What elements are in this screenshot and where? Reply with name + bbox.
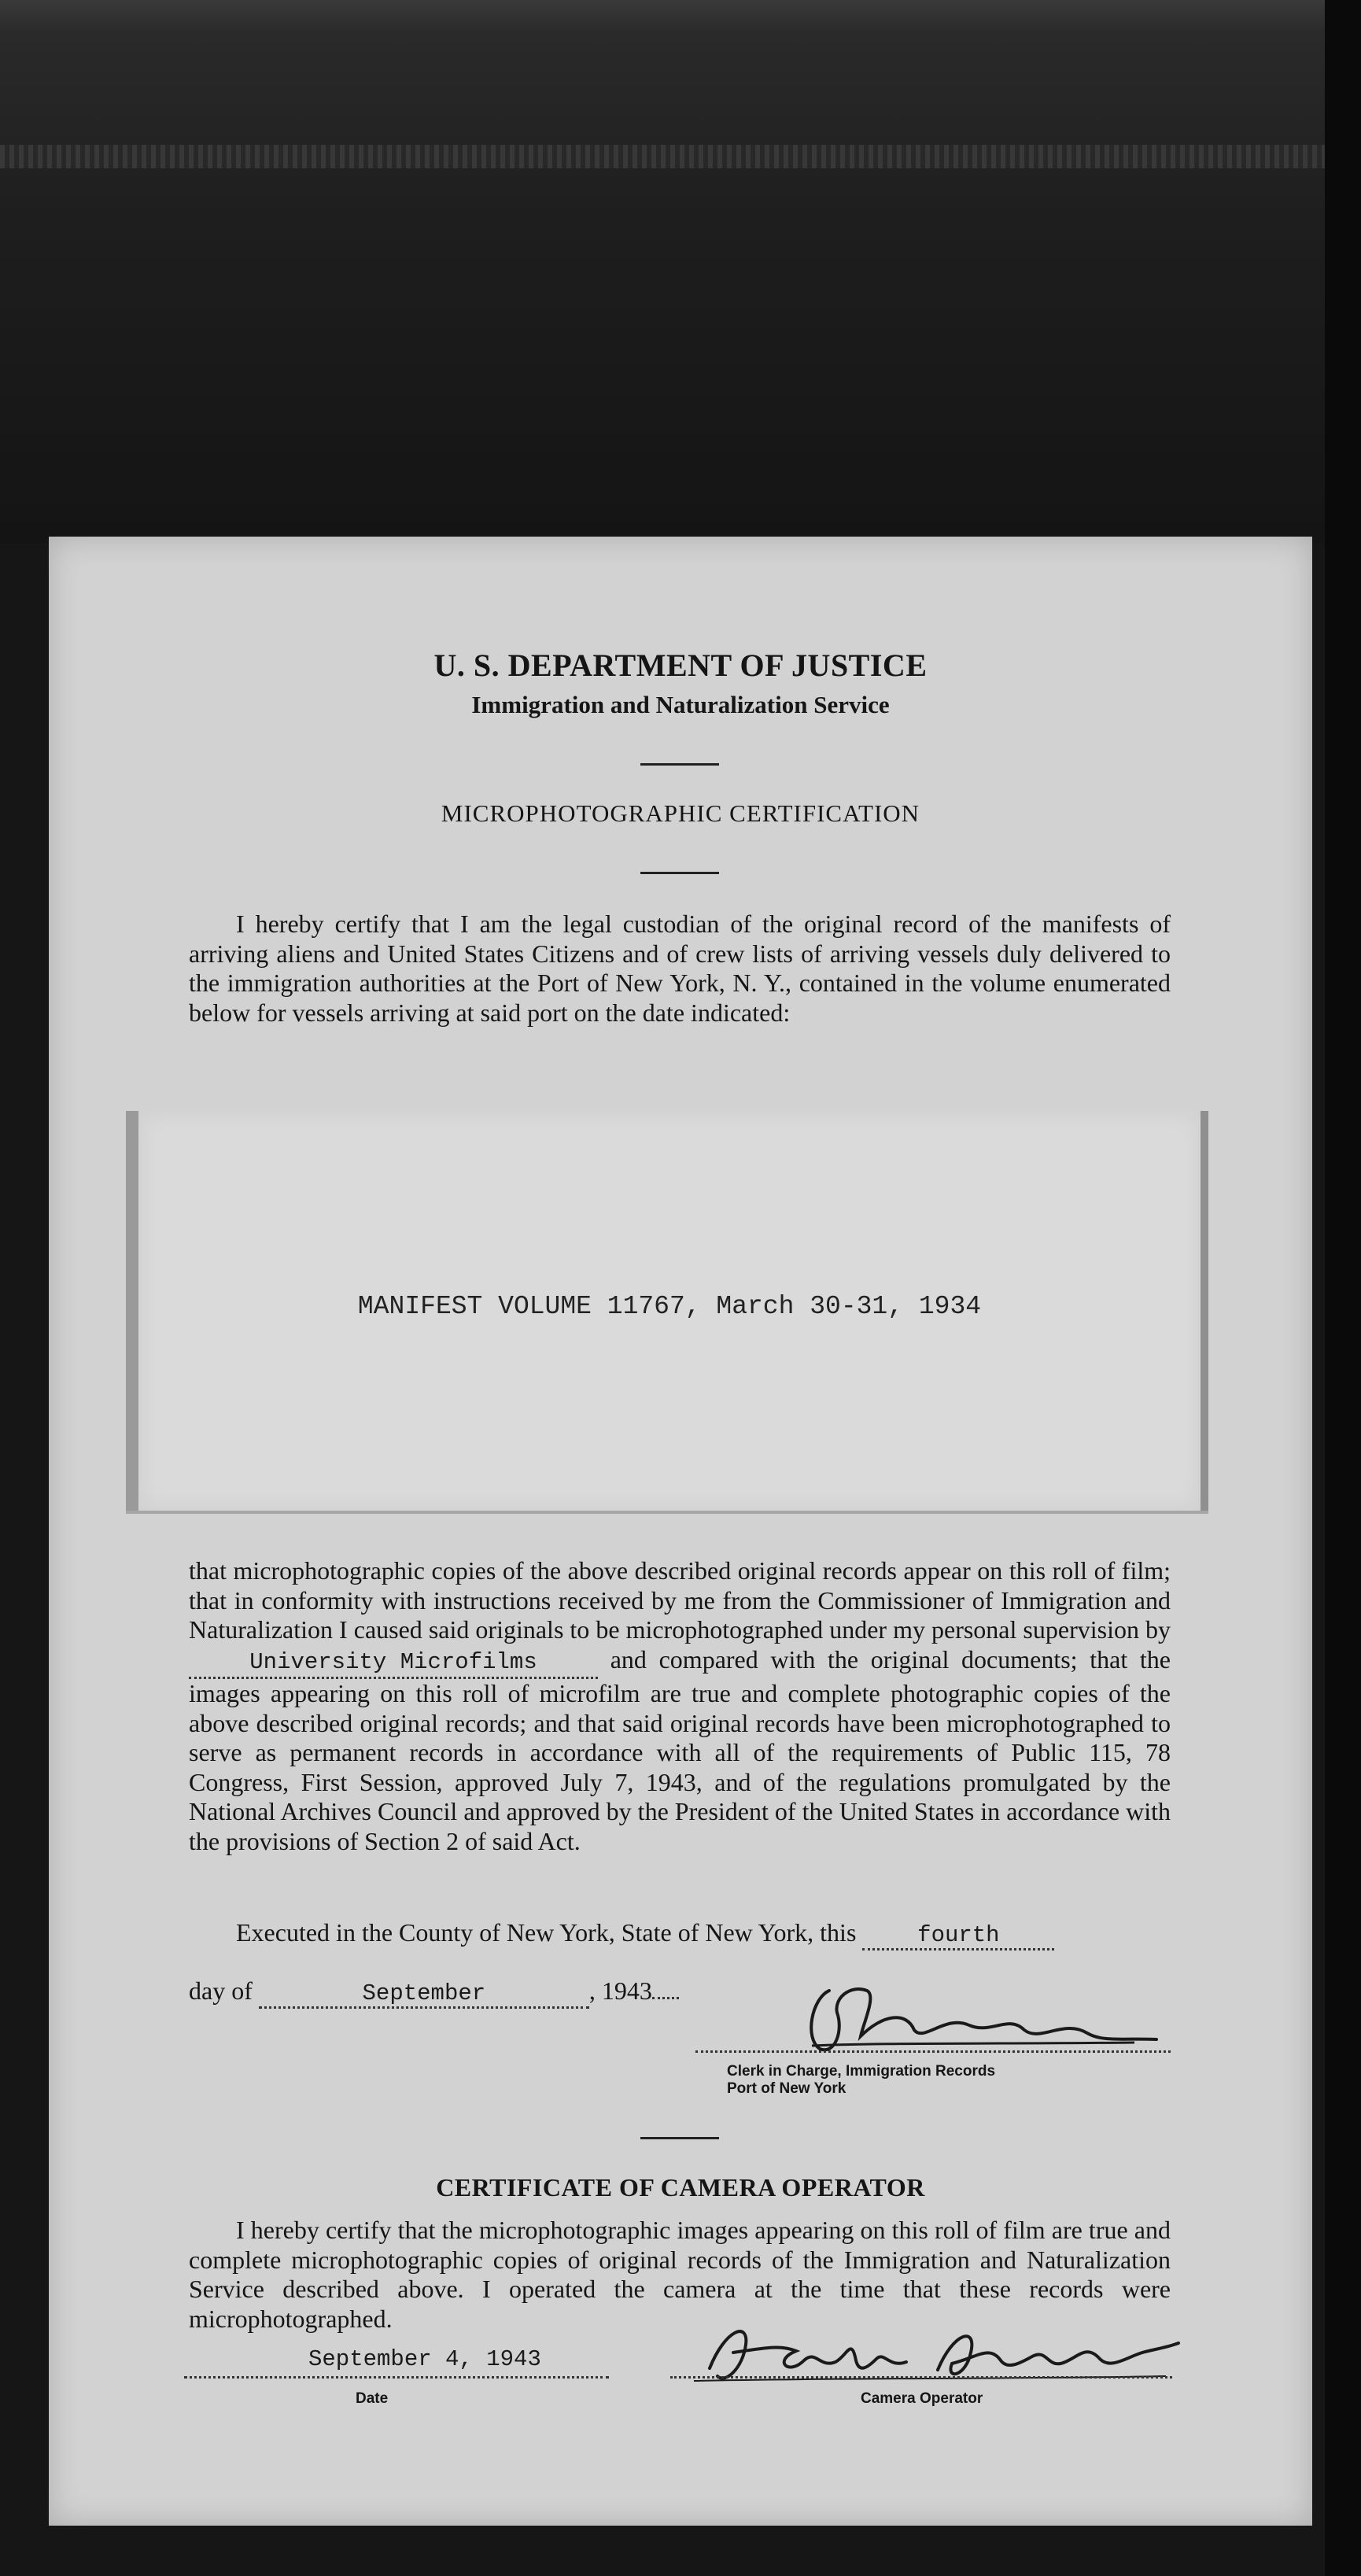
camera-date-caption: Date [356,2390,389,2407]
execution-prefix: Executed in the County of New York, State of New York, this [236,1918,857,1947]
custodian-statement: I hereby certify that I am the legal custodian of the original record of the manifests of arriving aliens and United States Citizens and of crew lists of arriving vessels duly delivered to the immigration authorities at the Port of New York, N. Y., contained in the volume enumerated below for vessels arriving at said port on the date indicated: [189,910,1171,1027]
manifest-clipping [126,1111,1208,1511]
service-subtitle: Immigration and Naturalization Service [471,691,890,718]
certification-heading: MICROPHOTOGRAPHIC CERTIFICATION [441,799,920,827]
film-edge [1325,0,1361,2576]
divider-third [640,2137,719,2139]
divider-top [640,763,719,766]
day-ordinal-value: fourth [917,1922,1000,1948]
filmer-value: University Microfilms [249,1648,537,1675]
camera-operator-line [670,2376,1172,2379]
execution-line [236,1918,1054,1950]
camera-date-value: September 4, 1943 [308,2346,541,2372]
year-dots [652,1997,679,1999]
divider-second [640,872,719,874]
month-value: September [362,1980,486,2006]
clerk-caption [727,2063,995,2098]
clerk-signature-line [695,2050,1171,2053]
camera-certificate-statement: I hereby certify that the microphotographic images appearing on this roll of film are true and complete microphotographic copies of original records of the Immigration and Naturalization Service described above. I operated the camera at the time that these records were microphotographed. [189,2216,1171,2333]
day-prefix: day of [189,1976,253,2005]
camera-operator-signature [678,2313,1182,2392]
film-sprocket-strip [0,145,1361,168]
filmer-field [189,1645,598,1680]
manifest-label: MANIFEST VOLUME 11767, March 30-31, 1934 [357,1292,982,1321]
department-title: U. S. DEPARTMENT OF JUSTICE [433,648,928,683]
film-header-area [0,0,1361,543]
clerk-location: Port of New York [727,2080,846,2097]
camera-certificate-title: CERTIFICATE OF CAMERA OPERATOR [436,2173,925,2201]
copies-statement-part1: that microphotographic copies of the above described original records appear on this roll of film; that in conformity with instructions received by me from the Commissioner of Immigration and Naturalization I caused said originals to be microphotographed under my personal supervision by [189,1556,1171,1644]
camera-date-line [184,2376,609,2379]
clerk-signature [788,1967,1158,2061]
month-field [259,1976,589,2009]
certificate-page [49,537,1312,2526]
day-of-line [189,1976,679,2009]
clerk-title: Clerk in Charge, Immigration Records [727,2063,996,2080]
camera-operator-caption: Camera Operator [861,2390,983,2407]
copies-statement-part2: and compared with the original documents; that the images appearing on this roll of microfilm are true and complete photographic copies of the above described original records; and that said original records have been microphotographed to serve as permanent records in accordance with all of the requirements of Public 115, 78 Congress, First Session, approved July 7, 1943, and of the regulations promulgated by the National Archives Council and approved by the President of the United States in accordance with the provisions of Section 2 of said Act. [189,1644,1171,1855]
copies-statement [189,1556,1171,1856]
year-text: , 1943 [588,1976,652,2005]
day-ordinal-field [862,1918,1054,1950]
